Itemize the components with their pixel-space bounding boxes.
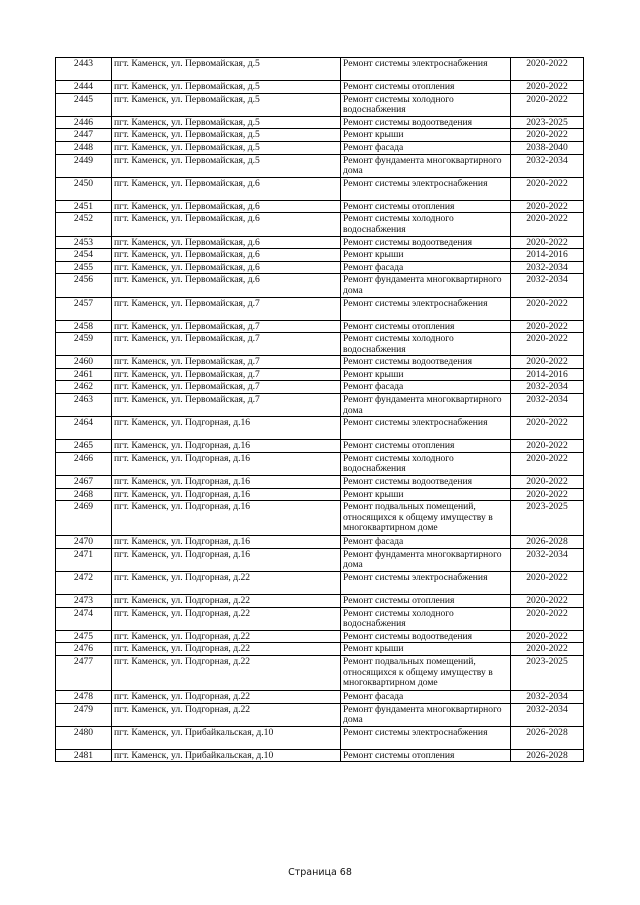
table-row bbox=[56, 726, 584, 749]
row-work-type: Ремонт системы водоотведения bbox=[341, 476, 511, 489]
row-period: 2014-2016 bbox=[511, 368, 584, 381]
row-work-type: Ремонт крыши bbox=[341, 643, 511, 656]
row-address: пгт. Каменск, ул. Первомайская, д.5 bbox=[112, 116, 341, 129]
row-work-type: Ремонт фундамента многоквартирного дома bbox=[341, 274, 511, 297]
row-address: пгт. Каменск, ул. Подгорная, д.22 bbox=[112, 690, 341, 703]
row-work-type: Ремонт системы электроснабжения bbox=[341, 726, 511, 749]
row-address: пгт. Каменск, ул. Подгорная, д.16 bbox=[112, 536, 341, 549]
row-period: 2020-2022 bbox=[511, 129, 584, 142]
row-period: 2020-2022 bbox=[511, 93, 584, 116]
table-row bbox=[56, 643, 584, 656]
row-period: 2020-2022 bbox=[511, 333, 584, 356]
row-number: 2470 bbox=[56, 536, 112, 549]
row-number: 2475 bbox=[56, 630, 112, 643]
row-number: 2444 bbox=[56, 81, 112, 94]
row-number: 2469 bbox=[56, 501, 112, 536]
table-row bbox=[56, 141, 584, 154]
row-number: 2466 bbox=[56, 452, 112, 475]
row-work-type: Ремонт системы электроснабжения bbox=[341, 297, 511, 320]
table-row bbox=[56, 213, 584, 236]
row-address: пгт. Каменск, ул. Подгорная, д.16 bbox=[112, 476, 341, 489]
row-address: пгт. Каменск, ул. Первомайская, д.5 bbox=[112, 93, 341, 116]
row-address: пгт. Каменск, ул. Подгорная, д.22 bbox=[112, 643, 341, 656]
row-address: пгт. Каменск, ул. Подгорная, д.16 bbox=[112, 548, 341, 571]
row-period: 2020-2022 bbox=[511, 643, 584, 656]
table-row bbox=[56, 274, 584, 297]
row-number: 2449 bbox=[56, 154, 112, 177]
row-number: 2464 bbox=[56, 417, 112, 440]
table-row bbox=[56, 488, 584, 501]
row-address: пгт. Каменск, ул. Подгорная, д.22 bbox=[112, 655, 341, 690]
row-address: пгт. Каменск, ул. Первомайская, д.7 bbox=[112, 333, 341, 356]
row-number: 2451 bbox=[56, 200, 112, 213]
row-number: 2463 bbox=[56, 394, 112, 417]
row-period: 2032-2034 bbox=[511, 548, 584, 571]
row-period: 2020-2022 bbox=[511, 488, 584, 501]
row-number: 2455 bbox=[56, 261, 112, 274]
row-number: 2479 bbox=[56, 703, 112, 726]
row-number: 2467 bbox=[56, 476, 112, 489]
table-row bbox=[56, 381, 584, 394]
row-period: 2032-2034 bbox=[511, 381, 584, 394]
row-number: 2473 bbox=[56, 595, 112, 608]
row-number: 2460 bbox=[56, 356, 112, 369]
row-period: 2020-2022 bbox=[511, 440, 584, 453]
table-row bbox=[56, 356, 584, 369]
row-period: 2032-2034 bbox=[511, 154, 584, 177]
table-row bbox=[56, 116, 584, 129]
row-work-type: Ремонт крыши bbox=[341, 129, 511, 142]
row-period: 2014-2016 bbox=[511, 249, 584, 262]
row-address: пгт. Каменск, ул. Подгорная, д.22 bbox=[112, 572, 341, 595]
row-work-type: Ремонт системы холодного водоснабжения bbox=[341, 93, 511, 116]
row-address: пгт. Каменск, ул. Подгорная, д.16 bbox=[112, 488, 341, 501]
row-period: 2020-2022 bbox=[511, 58, 584, 81]
row-work-type: Ремонт системы водоотведения bbox=[341, 116, 511, 129]
row-work-type: Ремонт фундамента многоквартирного дома bbox=[341, 703, 511, 726]
row-period: 2020-2022 bbox=[511, 297, 584, 320]
table-row bbox=[56, 452, 584, 475]
table-row bbox=[56, 58, 584, 81]
row-address: пгт. Каменск, ул. Первомайская, д.5 bbox=[112, 58, 341, 81]
row-work-type: Ремонт фасада bbox=[341, 536, 511, 549]
row-period: 2023-2025 bbox=[511, 116, 584, 129]
row-period: 2020-2022 bbox=[511, 572, 584, 595]
table-row bbox=[56, 394, 584, 417]
table-row bbox=[56, 572, 584, 595]
table-row bbox=[56, 417, 584, 440]
row-period: 2020-2022 bbox=[511, 630, 584, 643]
row-number: 2468 bbox=[56, 488, 112, 501]
row-address: пгт. Каменск, ул. Первомайская, д.7 bbox=[112, 356, 341, 369]
table-row bbox=[56, 236, 584, 249]
table-row bbox=[56, 333, 584, 356]
row-address: пгт. Каменск, ул. Подгорная, д.16 bbox=[112, 501, 341, 536]
row-period: 2032-2034 bbox=[511, 690, 584, 703]
row-work-type: Ремонт системы отопления bbox=[341, 200, 511, 213]
row-number: 2458 bbox=[56, 320, 112, 333]
row-period: 2026-2028 bbox=[511, 726, 584, 749]
row-work-type: Ремонт системы холодного водоснабжения bbox=[341, 333, 511, 356]
table-row bbox=[56, 501, 584, 536]
row-number: 2476 bbox=[56, 643, 112, 656]
row-number: 2478 bbox=[56, 690, 112, 703]
row-address: пгт. Каменск, ул. Первомайская, д.7 bbox=[112, 381, 341, 394]
row-address: пгт. Каменск, ул. Первомайская, д.6 bbox=[112, 200, 341, 213]
row-number: 2443 bbox=[56, 58, 112, 81]
row-address: пгт. Каменск, ул. Первомайская, д.6 bbox=[112, 249, 341, 262]
table-row bbox=[56, 536, 584, 549]
row-number: 2452 bbox=[56, 213, 112, 236]
row-number: 2446 bbox=[56, 116, 112, 129]
row-address: пгт. Каменск, ул. Первомайская, д.7 bbox=[112, 394, 341, 417]
row-work-type: Ремонт системы отопления bbox=[341, 749, 511, 762]
row-number: 2474 bbox=[56, 607, 112, 630]
row-address: пгт. Каменск, ул. Подгорная, д.16 bbox=[112, 452, 341, 475]
row-period: 2023-2025 bbox=[511, 655, 584, 690]
row-period: 2020-2022 bbox=[511, 213, 584, 236]
table-row bbox=[56, 154, 584, 177]
row-work-type: Ремонт системы отопления bbox=[341, 320, 511, 333]
row-work-type: Ремонт системы водоотведения bbox=[341, 630, 511, 643]
table-row bbox=[56, 93, 584, 116]
row-address: пгт. Каменск, ул. Подгорная, д.22 bbox=[112, 630, 341, 643]
row-address: пгт. Каменск, ул. Прибайкальская, д.10 bbox=[112, 726, 341, 749]
row-number: 2480 bbox=[56, 726, 112, 749]
row-number: 2457 bbox=[56, 297, 112, 320]
row-address: пгт. Каменск, ул. Первомайская, д.7 bbox=[112, 368, 341, 381]
row-work-type: Ремонт системы отопления bbox=[341, 595, 511, 608]
row-work-type: Ремонт фундамента многоквартирного дома bbox=[341, 548, 511, 571]
row-number: 2461 bbox=[56, 368, 112, 381]
table-row bbox=[56, 320, 584, 333]
row-period: 2032-2034 bbox=[511, 394, 584, 417]
row-work-type: Ремонт фасада bbox=[341, 690, 511, 703]
row-address: пгт. Каменск, ул. Подгорная, д.22 bbox=[112, 703, 341, 726]
row-work-type: Ремонт системы отопления bbox=[341, 440, 511, 453]
table-row bbox=[56, 703, 584, 726]
row-work-type: Ремонт крыши bbox=[341, 249, 511, 262]
row-period: 2032-2034 bbox=[511, 703, 584, 726]
row-period: 2020-2022 bbox=[511, 607, 584, 630]
row-address: пгт. Каменск, ул. Первомайская, д.6 bbox=[112, 236, 341, 249]
row-period: 2020-2022 bbox=[511, 417, 584, 440]
row-work-type: Ремонт системы холодного водоснабжения bbox=[341, 607, 511, 630]
row-address: пгт. Каменск, ул. Первомайская, д.5 bbox=[112, 154, 341, 177]
row-period: 2026-2028 bbox=[511, 536, 584, 549]
works-table-body bbox=[56, 58, 584, 762]
table-row bbox=[56, 177, 584, 200]
row-work-type: Ремонт фасада bbox=[341, 141, 511, 154]
row-period: 2020-2022 bbox=[511, 595, 584, 608]
row-number: 2459 bbox=[56, 333, 112, 356]
row-period: 2020-2022 bbox=[511, 236, 584, 249]
row-work-type: Ремонт системы холодного водоснабжения bbox=[341, 452, 511, 475]
row-address: пгт. Каменск, ул. Подгорная, д.22 bbox=[112, 607, 341, 630]
row-number: 2450 bbox=[56, 177, 112, 200]
table-row bbox=[56, 595, 584, 608]
row-address: пгт. Каменск, ул. Первомайская, д.6 bbox=[112, 261, 341, 274]
row-address: пгт. Каменск, ул. Подгорная, д.16 bbox=[112, 417, 341, 440]
row-number: 2472 bbox=[56, 572, 112, 595]
row-period: 2020-2022 bbox=[511, 452, 584, 475]
row-period: 2020-2022 bbox=[511, 200, 584, 213]
row-address: пгт. Каменск, ул. Первомайская, д.6 bbox=[112, 213, 341, 236]
table-row bbox=[56, 630, 584, 643]
table-row bbox=[56, 655, 584, 690]
row-address: пгт. Каменск, ул. Первомайская, д.6 bbox=[112, 177, 341, 200]
row-work-type: Ремонт системы водоотведения bbox=[341, 356, 511, 369]
table-row bbox=[56, 749, 584, 762]
row-number: 2456 bbox=[56, 274, 112, 297]
row-work-type: Ремонт фундамента многоквартирного дома bbox=[341, 154, 511, 177]
row-period: 2023-2025 bbox=[511, 501, 584, 536]
row-period: 2020-2022 bbox=[511, 177, 584, 200]
row-address: пгт. Каменск, ул. Первомайская, д.5 bbox=[112, 81, 341, 94]
page-number: Страница 68 bbox=[288, 867, 352, 878]
row-number: 2481 bbox=[56, 749, 112, 762]
row-number: 2471 bbox=[56, 548, 112, 571]
row-number: 2447 bbox=[56, 129, 112, 142]
row-work-type: Ремонт системы электроснабжения bbox=[341, 417, 511, 440]
row-work-type: Ремонт подвальных помещений, относящихся к общему имуществу в многоквартирном доме bbox=[341, 655, 511, 690]
table-row bbox=[56, 440, 584, 453]
row-work-type: Ремонт системы электроснабжения bbox=[341, 58, 511, 81]
row-address: пгт. Каменск, ул. Первомайская, д.6 bbox=[112, 274, 341, 297]
row-address: пгт. Каменск, ул. Первомайская, д.7 bbox=[112, 320, 341, 333]
row-address: пгт. Каменск, ул. Первомайская, д.7 bbox=[112, 297, 341, 320]
row-work-type: Ремонт системы отопления bbox=[341, 81, 511, 94]
table-row bbox=[56, 297, 584, 320]
row-work-type: Ремонт системы холодного водоснабжения bbox=[341, 213, 511, 236]
row-period: 2020-2022 bbox=[511, 320, 584, 333]
table-row bbox=[56, 261, 584, 274]
row-number: 2454 bbox=[56, 249, 112, 262]
row-number: 2445 bbox=[56, 93, 112, 116]
row-work-type: Ремонт фасада bbox=[341, 381, 511, 394]
row-period: 2032-2034 bbox=[511, 261, 584, 274]
row-work-type: Ремонт системы электроснабжения bbox=[341, 572, 511, 595]
table-row bbox=[56, 476, 584, 489]
table-row bbox=[56, 368, 584, 381]
row-number: 2462 bbox=[56, 381, 112, 394]
row-address: пгт. Каменск, ул. Первомайская, д.5 bbox=[112, 141, 341, 154]
row-period: 2020-2022 bbox=[511, 356, 584, 369]
row-work-type: Ремонт системы электроснабжения bbox=[341, 177, 511, 200]
row-work-type: Ремонт крыши bbox=[341, 488, 511, 501]
table-row bbox=[56, 690, 584, 703]
row-address: пгт. Каменск, ул. Подгорная, д.16 bbox=[112, 440, 341, 453]
row-period: 2020-2022 bbox=[511, 476, 584, 489]
row-number: 2465 bbox=[56, 440, 112, 453]
table-row bbox=[56, 548, 584, 571]
row-address: пгт. Каменск, ул. Подгорная, д.22 bbox=[112, 595, 341, 608]
table-row bbox=[56, 81, 584, 94]
row-number: 2453 bbox=[56, 236, 112, 249]
table-row bbox=[56, 129, 584, 142]
table-row bbox=[56, 607, 584, 630]
row-work-type: Ремонт фасада bbox=[341, 261, 511, 274]
row-number: 2477 bbox=[56, 655, 112, 690]
works-table bbox=[55, 57, 584, 762]
row-work-type: Ремонт подвальных помещений, относящихся к общему имуществу в многоквартирном доме bbox=[341, 501, 511, 536]
row-work-type: Ремонт фундамента многоквартирного дома bbox=[341, 394, 511, 417]
row-number: 2448 bbox=[56, 141, 112, 154]
row-work-type: Ремонт крыши bbox=[341, 368, 511, 381]
table-row bbox=[56, 249, 584, 262]
row-address: пгт. Каменск, ул. Первомайская, д.5 bbox=[112, 129, 341, 142]
row-address: пгт. Каменск, ул. Прибайкальская, д.10 bbox=[112, 749, 341, 762]
row-period: 2020-2022 bbox=[511, 81, 584, 94]
row-period: 2032-2034 bbox=[511, 274, 584, 297]
row-period: 2038-2040 bbox=[511, 141, 584, 154]
table-row bbox=[56, 200, 584, 213]
row-period: 2026-2028 bbox=[511, 749, 584, 762]
row-work-type: Ремонт системы водоотведения bbox=[341, 236, 511, 249]
